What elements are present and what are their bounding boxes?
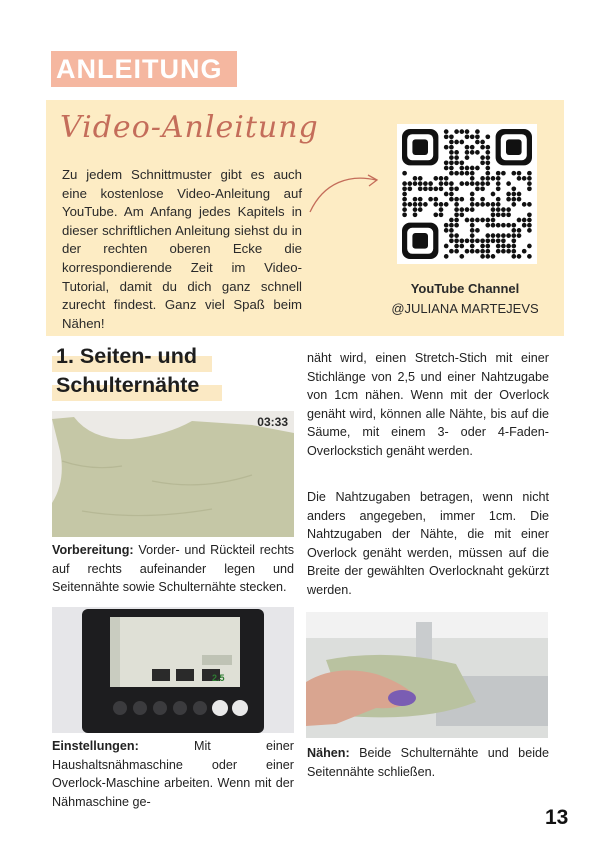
- sewing-label: Nähen:: [307, 746, 350, 760]
- preparation-body: Vorder- und Rückteil rechts auf rechts aufeinander legen und Seitennähte sowie Schulternähte stecken.: [52, 543, 294, 595]
- arrow-icon: [306, 168, 384, 218]
- right-paragraph-1: näht wird, einen Stretch-Stich mit einer Stichlänge von 2,5 und einer Nahtzugabe von 1cm nähen. Wenn mit der Overlock genäht wird, können alle Nähte, bis auf die Säume, mit einem 3- oder 4-Faden-Overlockstich genäht werden.: [307, 351, 549, 458]
- sewing-machine-display-photo: [52, 607, 294, 733]
- preparation-label: Vorbereitung:: [52, 543, 134, 557]
- sewing-text: [307, 744, 549, 781]
- section-title-line2: Schulternähte: [56, 373, 200, 397]
- settings-label: Einstellungen:: [52, 739, 139, 753]
- header-title: ANLEITUNG: [56, 54, 223, 84]
- right-paragraph-2: Die Nahtzugaben betragen, wenn nicht anders angegeben, immer 1cm. Die Nahtzugaben der Nähte, die mit einer Overlock genäht werden, müssen auf die Breite der gewählten Overlocknaht gekürzt werden.: [307, 490, 549, 597]
- video-heading: Video-Anleitung: [60, 110, 319, 145]
- settings-body: Mit einer Haushaltsnähmaschine oder einer Overlock-Maschine arbeiten. Wenn mit der Nähmaschine ge-: [52, 739, 294, 809]
- section-header: [51, 51, 237, 87]
- stitch-length-readout: 2.5: [212, 673, 225, 683]
- settings-text: [52, 737, 294, 811]
- preparation-text: [52, 541, 294, 597]
- qr-code[interactable]: [397, 124, 537, 264]
- youtube-channel-handle: @JULIANA MARTEJEVS: [391, 301, 539, 316]
- fabric-photo: [52, 411, 294, 537]
- sewing-body: Beide Schulternähte und beide Seitennähte schließen.: [307, 746, 549, 779]
- video-description: Zu jedem Schnittmuster gibt es auch eine kostenlose Video-Anleitung auf YouTube. Am Anfang jedes Kapitels in dieser schriftlichen Anleitung siehst du in der rechten oberen Ecke die korrespondierende Zeit im Video-Tutorial, damit du dich ganz schnell zurecht findest. Ganz viel Spaß beim Nähen!: [62, 167, 302, 331]
- youtube-channel-label: YouTube Channel: [410, 281, 520, 296]
- video-timestamp: 03:33: [257, 415, 288, 429]
- section-title-line1: 1. Seiten- und: [56, 344, 197, 368]
- page-number: 13: [545, 806, 569, 829]
- sewing-photo: [306, 612, 548, 738]
